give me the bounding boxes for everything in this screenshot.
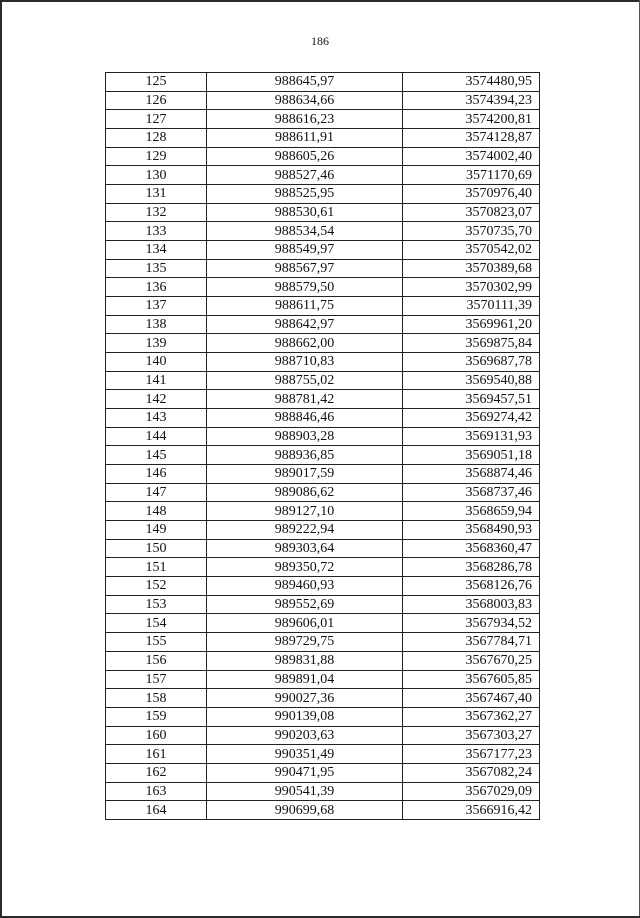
x-coordinate-cell: 990541,39 <box>207 782 403 801</box>
x-coordinate-cell: 989127,10 <box>207 502 403 521</box>
point-number-cell: 162 <box>106 763 207 782</box>
x-coordinate-cell: 989222,94 <box>207 521 403 540</box>
point-number-cell: 137 <box>106 297 207 316</box>
y-coordinate-cell: 3567362,27 <box>403 707 540 726</box>
table-row <box>106 259 540 278</box>
y-coordinate-cell: 3569961,20 <box>403 315 540 334</box>
table-row <box>106 147 540 166</box>
point-number-cell: 139 <box>106 334 207 353</box>
point-number-cell: 159 <box>106 707 207 726</box>
y-coordinate-cell: 3569687,78 <box>403 353 540 372</box>
scan-border-top <box>0 0 640 2</box>
coordinates-table <box>105 72 540 820</box>
point-number-cell: 136 <box>106 278 207 297</box>
point-number-cell: 134 <box>106 241 207 260</box>
table-row <box>106 577 540 596</box>
point-number-cell: 161 <box>106 745 207 764</box>
x-coordinate-cell: 988755,02 <box>207 371 403 390</box>
table-row <box>106 185 540 204</box>
y-coordinate-cell: 3567784,71 <box>403 633 540 652</box>
point-number-cell: 141 <box>106 371 207 390</box>
y-coordinate-cell: 3569051,18 <box>403 446 540 465</box>
y-coordinate-cell: 3574394,23 <box>403 91 540 110</box>
x-coordinate-cell: 988605,26 <box>207 147 403 166</box>
x-coordinate-cell: 988611,75 <box>207 297 403 316</box>
table-row <box>106 595 540 614</box>
y-coordinate-cell: 3574002,40 <box>403 147 540 166</box>
y-coordinate-cell: 3570735,70 <box>403 222 540 241</box>
x-coordinate-cell: 988611,91 <box>207 129 403 148</box>
x-coordinate-cell: 989831,88 <box>207 651 403 670</box>
table-row <box>106 465 540 484</box>
y-coordinate-cell: 3568490,93 <box>403 521 540 540</box>
point-number-cell: 150 <box>106 539 207 558</box>
point-number-cell: 143 <box>106 409 207 428</box>
point-number-cell: 125 <box>106 73 207 92</box>
point-number-cell: 152 <box>106 577 207 596</box>
table-row <box>106 278 540 297</box>
y-coordinate-cell: 3569457,51 <box>403 390 540 409</box>
point-number-cell: 145 <box>106 446 207 465</box>
x-coordinate-cell: 990699,68 <box>207 801 403 820</box>
table-row <box>106 707 540 726</box>
table-row <box>106 315 540 334</box>
point-number-cell: 164 <box>106 801 207 820</box>
table-row <box>106 521 540 540</box>
y-coordinate-cell: 3568874,46 <box>403 465 540 484</box>
x-coordinate-cell: 988616,23 <box>207 110 403 129</box>
x-coordinate-cell: 988579,50 <box>207 278 403 297</box>
table-row <box>106 371 540 390</box>
point-number-cell: 157 <box>106 670 207 689</box>
x-coordinate-cell: 988662,00 <box>207 334 403 353</box>
x-coordinate-cell: 988846,46 <box>207 409 403 428</box>
point-number-cell: 163 <box>106 782 207 801</box>
table-row <box>106 502 540 521</box>
y-coordinate-cell: 3570111,39 <box>403 297 540 316</box>
point-number-cell: 148 <box>106 502 207 521</box>
table-row <box>106 633 540 652</box>
x-coordinate-cell: 988645,97 <box>207 73 403 92</box>
point-number-cell: 127 <box>106 110 207 129</box>
table-row <box>106 539 540 558</box>
table-row <box>106 390 540 409</box>
table-row <box>106 670 540 689</box>
y-coordinate-cell: 3567934,52 <box>403 614 540 633</box>
x-coordinate-cell: 989891,04 <box>207 670 403 689</box>
x-coordinate-cell: 989729,75 <box>207 633 403 652</box>
point-number-cell: 142 <box>106 390 207 409</box>
table-row <box>106 689 540 708</box>
y-coordinate-cell: 3570823,07 <box>403 203 540 222</box>
x-coordinate-cell: 989350,72 <box>207 558 403 577</box>
y-coordinate-cell: 3567467,40 <box>403 689 540 708</box>
x-coordinate-cell: 989460,93 <box>207 577 403 596</box>
y-coordinate-cell: 3567670,25 <box>403 651 540 670</box>
table-row <box>106 726 540 745</box>
y-coordinate-cell: 3574200,81 <box>403 110 540 129</box>
y-coordinate-cell: 3569131,93 <box>403 427 540 446</box>
y-coordinate-cell: 3567082,24 <box>403 763 540 782</box>
y-coordinate-cell: 3567177,23 <box>403 745 540 764</box>
y-coordinate-cell: 3570389,68 <box>403 259 540 278</box>
point-number-cell: 132 <box>106 203 207 222</box>
table-row <box>106 614 540 633</box>
x-coordinate-cell: 989086,62 <box>207 483 403 502</box>
table-row <box>106 129 540 148</box>
x-coordinate-cell: 988936,85 <box>207 446 403 465</box>
table-row <box>106 763 540 782</box>
table-row <box>106 241 540 260</box>
y-coordinate-cell: 3574480,95 <box>403 73 540 92</box>
x-coordinate-cell: 988549,97 <box>207 241 403 260</box>
x-coordinate-cell: 989606,01 <box>207 614 403 633</box>
x-coordinate-cell: 990027,36 <box>207 689 403 708</box>
point-number-cell: 140 <box>106 353 207 372</box>
point-number-cell: 130 <box>106 166 207 185</box>
x-coordinate-cell: 988530,61 <box>207 203 403 222</box>
y-coordinate-cell: 3568659,94 <box>403 502 540 521</box>
point-number-cell: 131 <box>106 185 207 204</box>
x-coordinate-cell: 988903,28 <box>207 427 403 446</box>
table-row <box>106 166 540 185</box>
y-coordinate-cell: 3569875,84 <box>403 334 540 353</box>
table-row <box>106 110 540 129</box>
point-number-cell: 146 <box>106 465 207 484</box>
point-number-cell: 154 <box>106 614 207 633</box>
y-coordinate-cell: 3568003,83 <box>403 595 540 614</box>
x-coordinate-cell: 988527,46 <box>207 166 403 185</box>
point-number-cell: 158 <box>106 689 207 708</box>
x-coordinate-cell: 989017,59 <box>207 465 403 484</box>
x-coordinate-cell: 988642,97 <box>207 315 403 334</box>
point-number-cell: 156 <box>106 651 207 670</box>
y-coordinate-cell: 3570542,02 <box>403 241 540 260</box>
x-coordinate-cell: 990139,08 <box>207 707 403 726</box>
x-coordinate-cell: 988525,95 <box>207 185 403 204</box>
point-number-cell: 138 <box>106 315 207 334</box>
x-coordinate-cell: 988534,54 <box>207 222 403 241</box>
table-row <box>106 203 540 222</box>
point-number-cell: 147 <box>106 483 207 502</box>
table-row <box>106 446 540 465</box>
point-number-cell: 153 <box>106 595 207 614</box>
page-number: 186 <box>311 34 329 48</box>
x-coordinate-cell: 988710,83 <box>207 353 403 372</box>
point-number-cell: 160 <box>106 726 207 745</box>
table-row <box>106 334 540 353</box>
y-coordinate-cell: 3568737,46 <box>403 483 540 502</box>
x-coordinate-cell: 990471,95 <box>207 763 403 782</box>
y-coordinate-cell: 3567029,09 <box>403 782 540 801</box>
x-coordinate-cell: 988567,97 <box>207 259 403 278</box>
table-row <box>106 801 540 820</box>
table-row <box>106 353 540 372</box>
y-coordinate-cell: 3574128,87 <box>403 129 540 148</box>
table-row <box>106 91 540 110</box>
point-number-cell: 135 <box>106 259 207 278</box>
table-row <box>106 409 540 428</box>
point-number-cell: 126 <box>106 91 207 110</box>
y-coordinate-cell: 3567303,27 <box>403 726 540 745</box>
table-row <box>106 558 540 577</box>
y-coordinate-cell: 3571170,69 <box>403 166 540 185</box>
table-row <box>106 73 540 92</box>
point-number-cell: 133 <box>106 222 207 241</box>
y-coordinate-cell: 3568126,76 <box>403 577 540 596</box>
point-number-cell: 129 <box>106 147 207 166</box>
y-coordinate-cell: 3569540,88 <box>403 371 540 390</box>
y-coordinate-cell: 3568360,47 <box>403 539 540 558</box>
y-coordinate-cell: 3570302,99 <box>403 278 540 297</box>
y-coordinate-cell: 3568286,78 <box>403 558 540 577</box>
point-number-cell: 149 <box>106 521 207 540</box>
table-row <box>106 483 540 502</box>
table-row <box>106 782 540 801</box>
point-number-cell: 155 <box>106 633 207 652</box>
scan-border-left <box>0 0 2 918</box>
y-coordinate-cell: 3570976,40 <box>403 185 540 204</box>
point-number-cell: 151 <box>106 558 207 577</box>
x-coordinate-cell: 989303,64 <box>207 539 403 558</box>
table-row <box>106 745 540 764</box>
x-coordinate-cell: 989552,69 <box>207 595 403 614</box>
x-coordinate-cell: 988634,66 <box>207 91 403 110</box>
table-row <box>106 651 540 670</box>
coordinates-table-body <box>106 73 540 820</box>
point-number-cell: 144 <box>106 427 207 446</box>
y-coordinate-cell: 3567605,85 <box>403 670 540 689</box>
x-coordinate-cell: 990351,49 <box>207 745 403 764</box>
table-row <box>106 222 540 241</box>
y-coordinate-cell: 3566916,42 <box>403 801 540 820</box>
point-number-cell: 128 <box>106 129 207 148</box>
table-row <box>106 297 540 316</box>
x-coordinate-cell: 990203,63 <box>207 726 403 745</box>
table-row <box>106 427 540 446</box>
y-coordinate-cell: 3569274,42 <box>403 409 540 428</box>
x-coordinate-cell: 988781,42 <box>207 390 403 409</box>
